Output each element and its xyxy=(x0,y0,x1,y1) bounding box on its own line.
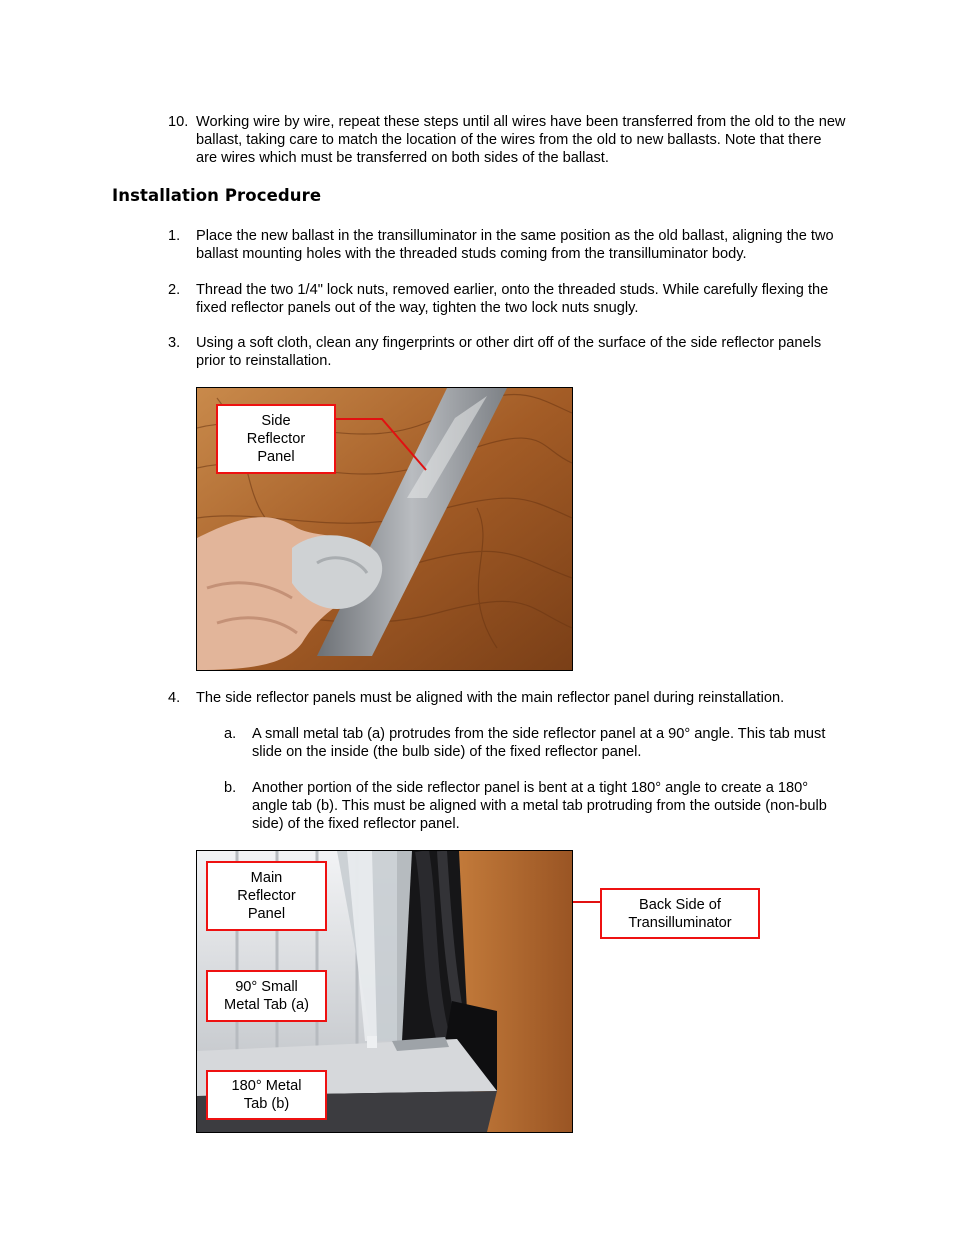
callout-main-reflector-panel xyxy=(206,861,327,931)
callout-small-tab-line-1: 90° Small xyxy=(235,979,298,995)
callout-90-small-metal-tab xyxy=(206,970,327,1022)
step-3-number: 3. xyxy=(168,335,181,351)
step-4-number: 4. xyxy=(168,690,181,706)
callout-side-reflector-line-3: Panel xyxy=(257,449,295,465)
callout-back-side-line-2: Transilluminator xyxy=(628,914,732,931)
step-1-number: 1. xyxy=(168,228,181,244)
callout-back-side-transilluminator xyxy=(600,888,760,939)
step-2-number: 2. xyxy=(168,282,181,298)
section-heading: Installation Procedure xyxy=(112,186,322,205)
step-10-number: 10. xyxy=(168,114,189,130)
step-4-text: The side reflector panels must be aligned with the main reflector panel during reinstallation. xyxy=(196,690,785,706)
callout-small-tab-line-2: Metal Tab (a) xyxy=(224,997,309,1013)
callout-side-reflector-line-1: Side xyxy=(261,413,291,429)
callout-back-side-line-1: Back Side of xyxy=(639,896,721,913)
step-10-text: Working wire by wire, repeat these steps until all wires have been transferred from the old to the new ballast, taking care to match the location of the wires from the old to new ballasts. Note that there are wires which must be transferred on both sides of the ballast. xyxy=(196,114,846,166)
callout-main-reflector-line-3: Panel xyxy=(247,906,286,922)
callout-180-tab-line-2: Tab (b) xyxy=(243,1096,290,1112)
callout-main-reflector-line-1: Main xyxy=(250,870,283,886)
step-1-text: Place the new ballast in the transilluminator in the same position as the old ballast, aligning the two ballast mounting holes with the threaded studs coming from the transilluminator body. xyxy=(196,228,834,262)
callout-180-metal-tab xyxy=(206,1070,327,1120)
substep-b-letter: b. xyxy=(224,780,237,796)
callout-side-reflector-line-2: Reflector xyxy=(246,431,306,447)
callout-180-tab-line-1: 180° Metal xyxy=(231,1078,302,1094)
substep-b-text: Another portion of the side reflector panel is bent at a tight 180° angle to create a 180° angle tab (b). This must be aligned with a metal tab protruding from the outside (non-bulb side) of the fixed reflector panel. xyxy=(252,780,827,832)
substep-a-letter: a. xyxy=(224,726,237,742)
step-2-text: Thread the two 1/4" lock nuts, removed earlier, onto the threaded studs. While carefully flexing the fixed reflector panels out of the way, tighten the two lock nuts snugly. xyxy=(196,282,829,316)
callout-main-reflector-line-2: Reflector xyxy=(237,888,296,904)
callout-side-reflector-panel xyxy=(216,404,336,474)
step-3-text: Using a soft cloth, clean any fingerprints or other dirt off of the surface of the side reflector panels prior to reinstallation. xyxy=(196,335,822,369)
substep-a-text: A small metal tab (a) protrudes from the side reflector panel at a 90° angle. This tab must slide on the inside (the bulb side) of the fixed reflector panel. xyxy=(252,726,826,760)
